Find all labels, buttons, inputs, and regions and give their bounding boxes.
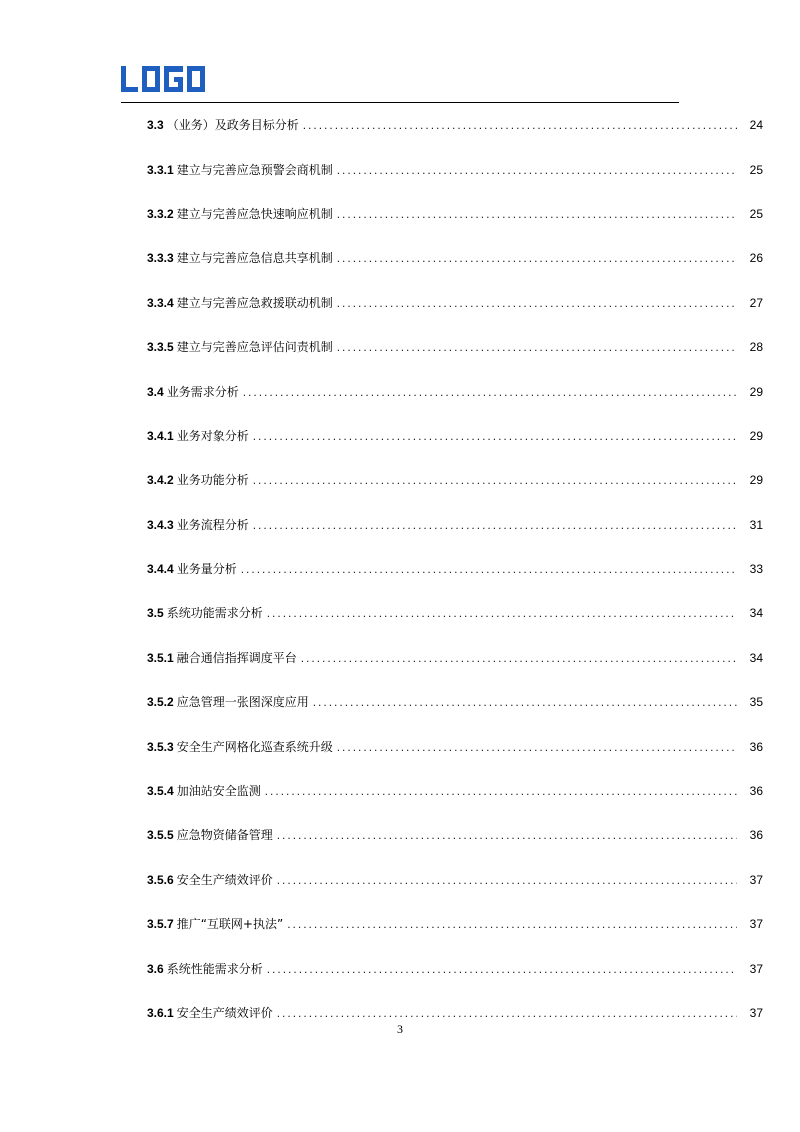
toc-entry-number: 3.4.3	[147, 517, 174, 532]
toc-dot-leader	[277, 1005, 737, 1021]
toc-entry-page: 27	[749, 295, 763, 310]
page-number: 3	[397, 1022, 403, 1036]
toc-dot-leader	[265, 783, 737, 799]
toc-dot-leader	[287, 916, 737, 932]
toc-entry-number: 3.4.2	[147, 473, 174, 488]
toc-dot-leader	[253, 472, 737, 488]
toc-entry[interactable]	[147, 902, 763, 946]
toc-entry-page: 33	[749, 562, 763, 577]
toc-entry[interactable]	[147, 103, 763, 147]
toc-entry-number: 3.3	[147, 118, 164, 133]
toc-entry-page: 26	[749, 251, 763, 266]
toc-entry[interactable]	[147, 192, 763, 236]
toc-entry-title: 业务功能分析	[176, 473, 249, 488]
toc-entry-title: 安全生产网格化巡查系统升级	[176, 739, 333, 754]
toc-entry-number: 3.3.5	[147, 340, 174, 355]
toc-entry-title: 融合通信指挥调度平台	[176, 650, 297, 665]
toc-entry-number: 3.5.4	[147, 784, 174, 799]
toc-entry-title: 建立与完善应急信息共享机制	[176, 251, 333, 266]
toc-entry-number: 3.5.1	[147, 650, 174, 665]
toc-entry-page: 37	[749, 961, 763, 976]
toc-entry-title: 业务需求分析	[166, 384, 239, 399]
toc-entry-number: 3.6.1	[147, 1006, 174, 1020]
toc-entry-page: 37	[749, 872, 763, 887]
toc-dot-leader	[277, 827, 737, 843]
toc-entry-page: 29	[749, 384, 763, 399]
toc-entry-number: 3.5.5	[147, 828, 174, 843]
toc-entry-title: 应急管理一张图深度应用	[176, 695, 309, 710]
toc-dot-leader	[313, 694, 737, 710]
toc-entry-title: 安全生产绩效评价	[176, 872, 273, 887]
toc-entry[interactable]	[147, 325, 763, 369]
toc-entry-page: 34	[749, 606, 763, 621]
toc-entry[interactable]	[147, 414, 763, 458]
toc-entry-title: （业务）及政务目标分析	[166, 118, 299, 133]
toc-entry-page: 35	[749, 695, 763, 710]
toc-entry-page: 37	[749, 1006, 763, 1020]
toc-entry-number: 3.5.7	[147, 917, 174, 932]
table-of-contents	[147, 103, 763, 1035]
toc-entry[interactable]	[147, 724, 763, 768]
toc-entry[interactable]	[147, 547, 763, 591]
toc-entry-page: 28	[749, 340, 763, 355]
toc-entry-number: 3.3.2	[147, 206, 174, 221]
toc-entry-page: 37	[749, 917, 763, 932]
toc-entry-title: 建立与完善应急快速响应机制	[176, 206, 333, 221]
toc-entry-number: 3.4	[147, 384, 164, 399]
toc-entry-page: 31	[749, 517, 763, 532]
toc-dot-leader	[337, 295, 737, 311]
toc-entry[interactable]	[147, 236, 763, 280]
toc-entry[interactable]	[147, 769, 763, 813]
toc-entry-title: 业务量分析	[176, 562, 237, 577]
toc-entry[interactable]	[147, 369, 763, 413]
toc-entry[interactable]	[147, 503, 763, 547]
toc-entry-number: 3.5.6	[147, 872, 174, 887]
toc-entry-page: 36	[749, 739, 763, 754]
toc-entry-page: 36	[749, 828, 763, 843]
toc-dot-leader	[303, 117, 737, 133]
toc-entry-title: 业务流程分析	[176, 517, 249, 532]
toc-entry-page: 24	[749, 118, 763, 133]
toc-entry-page: 25	[749, 206, 763, 221]
toc-entry-number: 3.6	[147, 961, 164, 976]
toc-entry-page: 29	[749, 473, 763, 488]
toc-entry-page: 29	[749, 428, 763, 443]
toc-dot-leader	[337, 206, 737, 222]
toc-entry-title: 加油站安全监测	[176, 784, 261, 799]
toc-entry-title: 业务对象分析	[176, 428, 249, 443]
toc-entry[interactable]	[147, 147, 763, 191]
toc-dot-leader	[337, 250, 737, 266]
toc-entry[interactable]	[147, 946, 763, 990]
toc-dot-leader	[277, 872, 737, 888]
toc-entry-number: 3.5.2	[147, 695, 174, 710]
logo	[121, 66, 205, 92]
toc-entry-number: 3.3.1	[147, 162, 174, 177]
toc-entry[interactable]	[147, 858, 763, 902]
toc-entry[interactable]	[147, 281, 763, 325]
toc-entry-title: 安全生产绩效评价	[176, 1006, 273, 1020]
toc-dot-leader	[337, 739, 737, 755]
toc-entry-title: 应急物资储备管理	[176, 828, 273, 843]
toc-dot-leader	[301, 650, 737, 666]
toc-entry[interactable]	[147, 680, 763, 724]
toc-entry-page: 36	[749, 784, 763, 799]
toc-entry-title: 建立与完善应急评估问责机制	[176, 340, 333, 355]
toc-entry-number: 3.4.4	[147, 562, 174, 577]
toc-entry-title: 建立与完善应急预警会商机制	[176, 162, 333, 177]
toc-entry-page: 34	[749, 650, 763, 665]
toc-entry-number: 3.5.3	[147, 739, 174, 754]
toc-dot-leader	[337, 339, 737, 355]
toc-entry-number: 3.5	[147, 606, 164, 621]
toc-dot-leader	[241, 561, 737, 577]
toc-entry-title: 建立与完善应急救援联动机制	[176, 295, 333, 310]
toc-entry-title: 系统性能需求分析	[166, 961, 263, 976]
toc-dot-leader	[267, 961, 737, 977]
toc-entry-number: 3.4.1	[147, 428, 174, 443]
toc-entry-title: 推广“互联网+执法”	[176, 917, 284, 932]
toc-dot-leader	[243, 384, 737, 400]
toc-dot-leader	[253, 428, 737, 444]
toc-entry[interactable]	[147, 591, 763, 635]
toc-entry[interactable]	[147, 458, 763, 502]
toc-entry-page: 25	[749, 162, 763, 177]
toc-entry-number: 3.3.3	[147, 251, 174, 266]
toc-entry[interactable]	[147, 636, 763, 680]
toc-dot-leader	[267, 605, 737, 621]
toc-entry-title: 系统功能需求分析	[166, 606, 263, 621]
toc-entry-number: 3.3.4	[147, 295, 174, 310]
toc-entry[interactable]	[147, 813, 763, 857]
toc-dot-leader	[337, 162, 737, 178]
toc-dot-leader	[253, 517, 737, 533]
